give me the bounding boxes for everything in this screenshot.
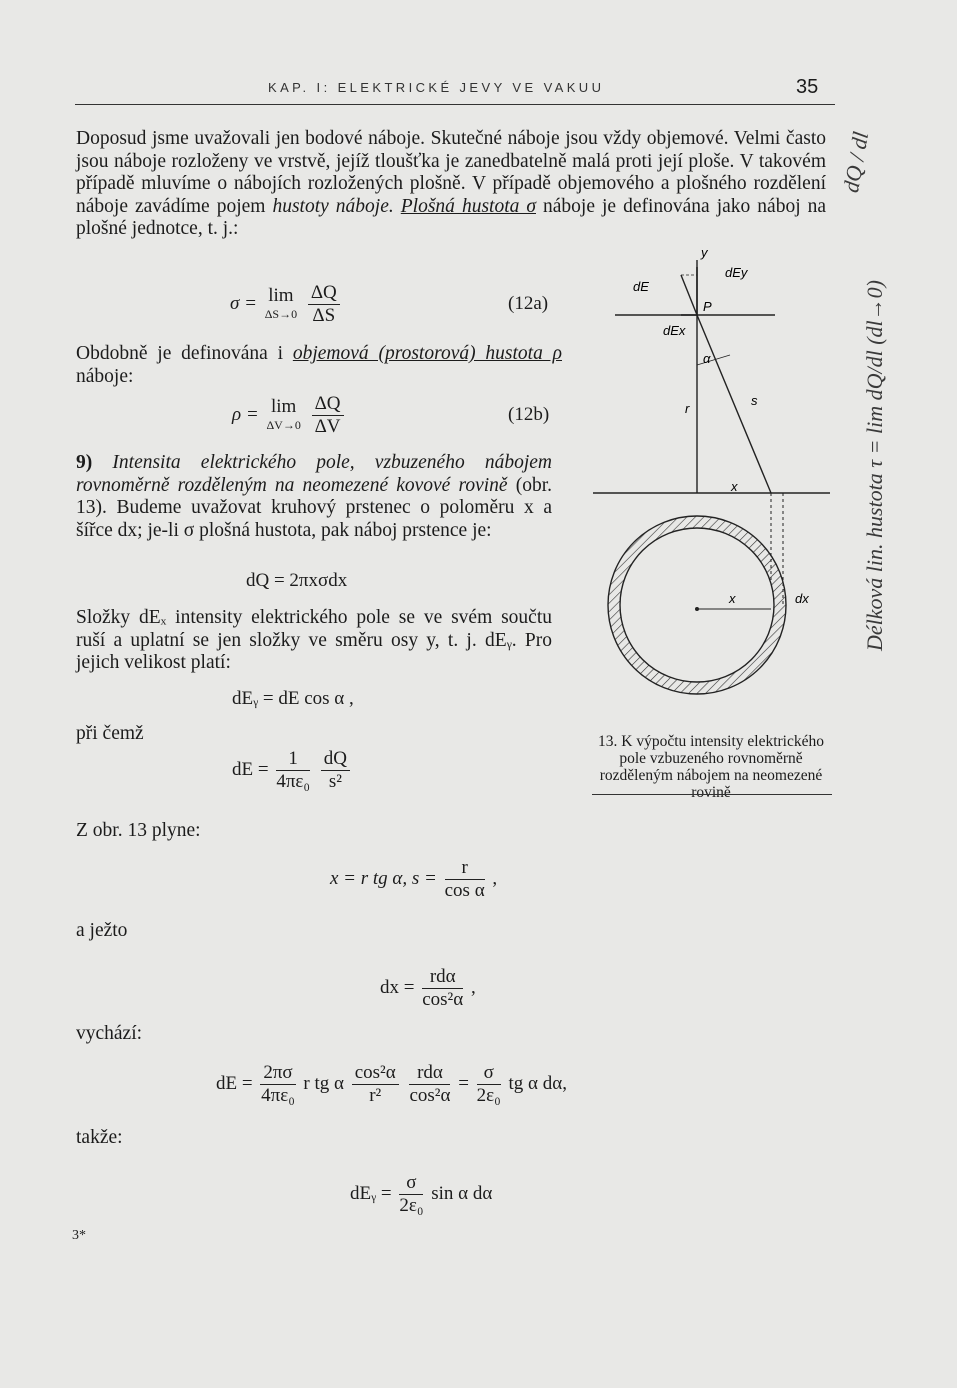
equation-x-s: x = r tg α, s = $\frac{r}{\text{cos α}}$ , — [330, 857, 498, 901]
signature-mark: 3* — [72, 1228, 86, 1243]
equation-dQ: dQ = 2πxσdx — [246, 570, 348, 591]
label-pricemz: při čemž — [76, 723, 144, 744]
paragraph-intro: Doposud jsme uvažovali jen bodové náboje. Skutečné náboje jsou vždy objemové. Velmi často jsou náboje rozloženy ve vrstvě, jejíž tloušťka je zanedbatelně malá proti její ploše. V takovém případě mluvíme o nábojích rozložených plošně. V případě objemového a plošného rozdělení náboje zavádíme pojem hustoty náboje. Plošná hustota σ náboje je definována jako náboj na plošné jednotce, t. j.: — [76, 128, 827, 239]
label-dEx: dEx — [663, 323, 686, 338]
label-s: s — [751, 393, 758, 408]
caption-rule — [592, 794, 832, 795]
equation-big: dE = $\frac{2\pi\sigma}{\text{4πε₀}}$ r tg α $\frac{\text{cos²α}}{\text{r²}}$ $\frac{\text{rdα}}{\text{cos²α}}$ = $\frac{\sigma}{\text{2ε₀}}$ tg α dα, — [216, 1062, 567, 1106]
paragraph-volume-density: Obdobně je definována i objemová (prostorová) hustota ρ náboje: — [76, 343, 562, 387]
label-zobr: Z obr. 13 plyne: — [76, 820, 201, 841]
figure-13 — [585, 245, 835, 725]
paragraph-plane-field: 9) Intensita elektrického pole, vzbuzeného nábojem rovnoměrně rozděleným na neomezené kovové rovině (obr. 13). Budeme uvažovat kruhový prstenec o poloměru x a šířce dx; je-li σ plošná hustota, pak náboj prstence je: — [76, 452, 553, 541]
equation-dE: dE = $\frac{1}{\text{4πε₀}}$ $\frac{dQ}{\text{s²}}$ — [232, 748, 353, 793]
figure-caption: 13. K výpočtu intensity elektrického pole vzbuzeného rovnoměrně rozděleným nábojem na neomezené rovině — [598, 733, 824, 801]
label-y: y — [701, 245, 708, 260]
margin-note-top: dQ / dl — [838, 129, 874, 195]
equation-dEy: dEᵧ = dE cos α , — [232, 688, 354, 709]
label-P: P — [703, 299, 712, 314]
equation-12a: σ = lim ΔS→0 $\frac{\Delta Q}{\Delta S}$ — [230, 282, 343, 327]
header-rule — [75, 104, 835, 105]
vector-dE — [681, 275, 697, 315]
equation-label-12a: (12a) — [508, 293, 549, 314]
handwritten-margin-note — [838, 129, 938, 740]
equation-dx: dx = $\frac{\text{rdα}}{\text{cos²α}}$ , — [380, 966, 476, 1010]
label-x-ring: x — [729, 591, 736, 606]
margin-note-line: Délková lin. hustota τ = lim dQ/dl (dl→0) — [862, 280, 887, 652]
label-dE: dE — [633, 279, 649, 294]
page-number: 35 — [796, 76, 819, 98]
label-dx: dx — [795, 591, 809, 606]
equation-final: dEᵧ = $\frac{\sigma}{\text{2ε₀}}$ sin α dα — [350, 1172, 493, 1216]
label-dEy: dEy — [725, 265, 748, 280]
label-x-top: x — [731, 479, 738, 494]
equation-12b: ρ = lim ΔV→0 $\frac{\Delta Q}{\Delta V}$ — [232, 393, 347, 438]
running-title: KAP. I: ELEKTRICKÉ JEVY VE VAKUU — [268, 80, 605, 95]
label-alpha: α — [703, 351, 711, 366]
section-marker: 9) — [76, 452, 93, 473]
label-r: r — [685, 401, 690, 416]
label-vychazi: vychází: — [76, 1023, 143, 1044]
label-takze: takže: — [76, 1127, 123, 1148]
line-s — [697, 315, 771, 493]
label-ajezto: a ježto — [76, 920, 128, 941]
paragraph-components: Složky dEₓ intensity elektrického pole se ve svém součtu ruší a uplatní se jen složky ve směru osy y, t. j. dEᵧ. Pro jejich velikost platí: — [76, 607, 552, 673]
equation-label-12b: (12b) — [508, 404, 550, 425]
